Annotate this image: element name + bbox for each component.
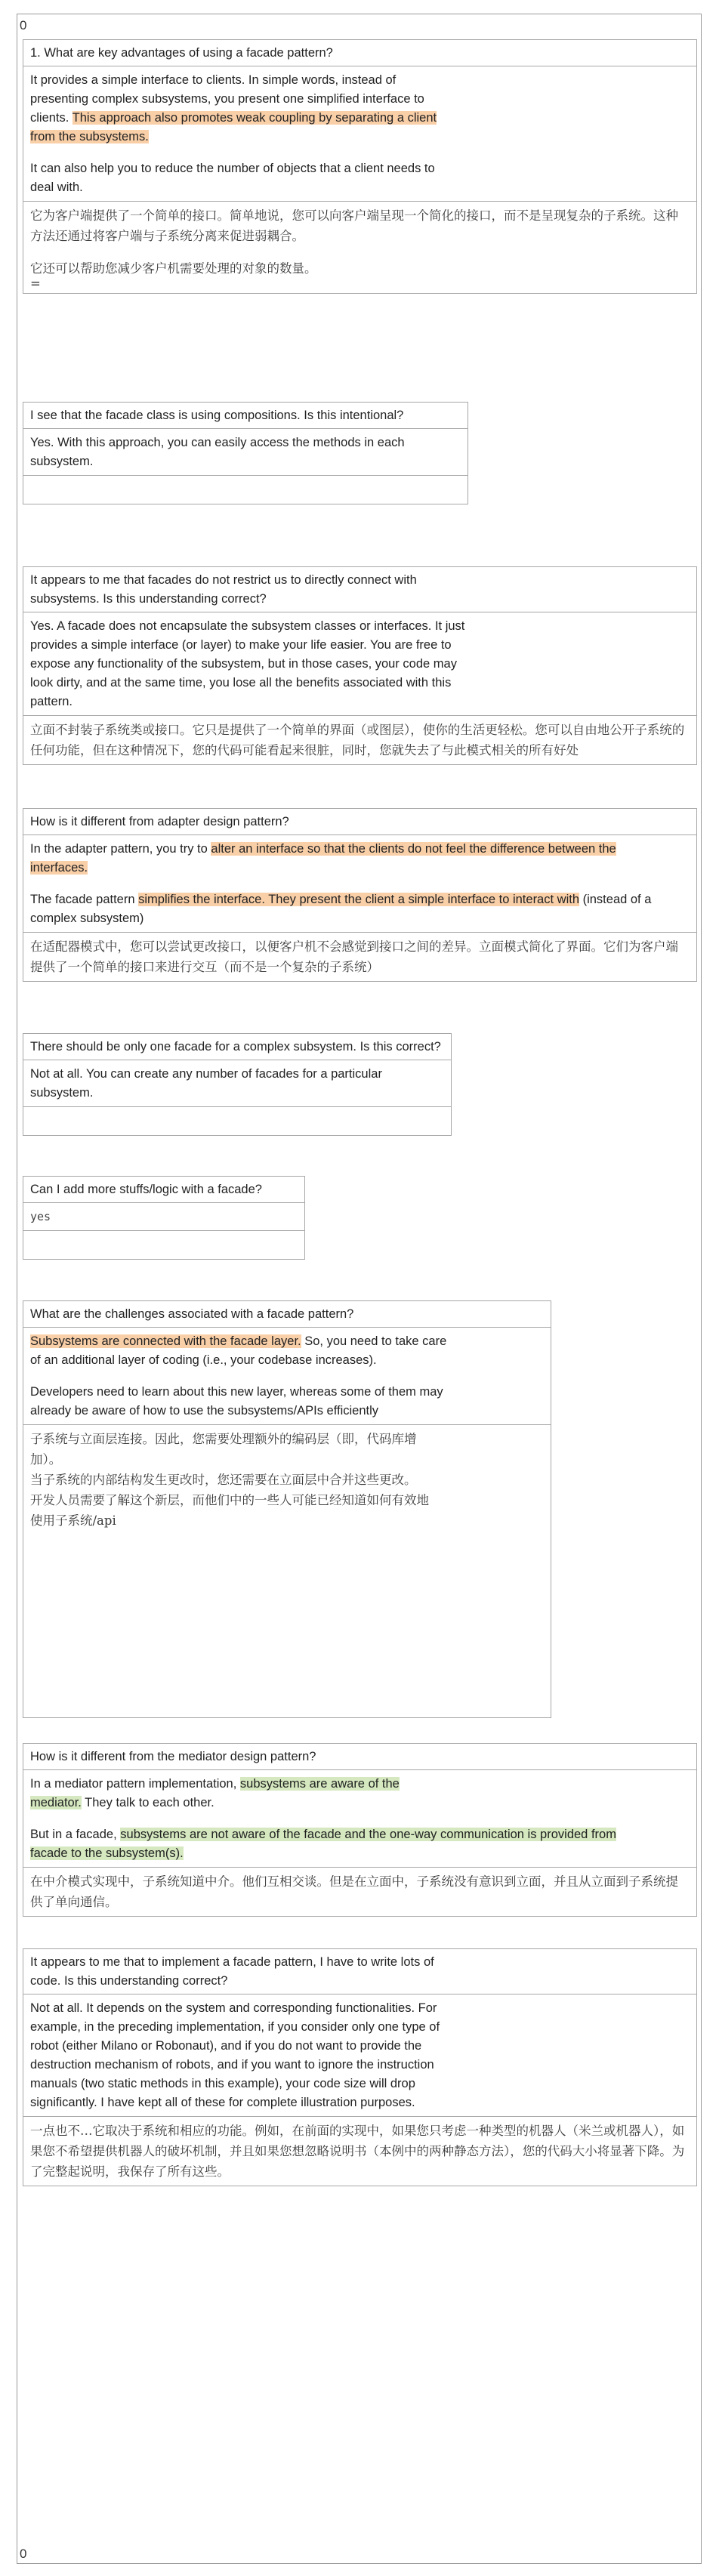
answer-plain: Developers need to learn about this new layer, whereas some of them may already be aware of how to use the subsystems/APIs efficiently (30, 1384, 443, 1418)
answer-highlight: Subsystems are connected with the facade layer. (30, 1334, 301, 1348)
answer-plain: They talk to each other. (85, 1796, 214, 1809)
qa-card-composition (23, 402, 468, 504)
answer-highlight: simplifies the interface. They present the client a simple interface to interact with (138, 892, 579, 906)
answer-text (23, 835, 696, 933)
answer-text (23, 66, 696, 202)
answer-highlight: This approach also promotes weak coupling by separating a client from the subsystems. (30, 111, 437, 143)
answer-text: yes (23, 1203, 304, 1231)
question-text: It appears to me that to implement a facade pattern, I have to write lots of code. Is this understanding correct? (23, 1949, 696, 1994)
qa-card-lots-of-code (23, 1948, 697, 2186)
qa-card-only-one-facade (23, 1033, 452, 1136)
answer-plain: It provides a simple interface to clients. In simple words, instead of presenting complex subsystems, you present one simplified interface to clients. (30, 73, 424, 125)
answer-highlight: subsystems are aware of the mediator. (30, 1777, 400, 1809)
question-text: There should be only one facade for a complex subsystem. Is this correct? (23, 1034, 451, 1060)
question-text: 1. What are key advantages of using a facade pattern? (23, 40, 696, 66)
qa-card-direct-connect (23, 566, 697, 765)
answer-highlight: alter an interface so that the clients do not feel the difference between the interfaces. (30, 842, 616, 875)
answer-text: Yes. With this approach, you can easily access the methods in each subsystem. (23, 429, 468, 476)
answer-plain: But in a facade, (30, 1827, 117, 1841)
page-number-top: 0 (20, 18, 27, 32)
question-text: How is it different from the mediator design pattern? (23, 1744, 696, 1770)
answer-text: Yes. A facade does not encapsulate the subsystem classes or interfaces. It just provides a simple interface (or layer) to make your life easier. You are free to expose any functionality of the subsystem, but in those cases, your code may look dirty, and at the same time, you lose all the benefits associated with this pattern. (23, 612, 696, 716)
translation-text: 在适配器模式中，您可以尝试更改接口，以便客户机不会感觉到接口之间的差异。立面模式简化了界面。它们为客户端提供了一个简单的接口来进行交互（而不是一个复杂的子系统） (30, 939, 678, 974)
translation-text (23, 202, 696, 294)
answer-plain: It can also help you to reduce the number of objects that a client needs to deal with. (30, 161, 435, 194)
page-number-bottom: 0 (20, 2547, 27, 2561)
translation-line: 它为客户端提供了一个简单的接口。简单地说，您可以向客户端呈现一个简化的接口，而不是呈现复杂的子系统。这种方法还通过将客户端与子系统分离来促进弱耦合。 (30, 208, 678, 243)
translation-text (23, 1425, 551, 1535)
question-text: How is it different from adapter design pattern? (23, 809, 696, 835)
translation-line: 当子系统的内部结构发生更改时，您还需要在立面层中合并这些更改。 (30, 1472, 417, 1487)
translation-empty (23, 476, 468, 504)
translation-text: 在中介模式实现中，子系统知道中介。他们互相交谈。但是在立面中，子系统没有意识到立面，并且从立面到子系统提供了单向通信。 (30, 1874, 678, 1909)
question-text: What are the challenges associated with a facade pattern? (23, 1301, 551, 1328)
qa-card-vs-adapter (23, 808, 697, 982)
answer-plain: (instead of a complex subsystem) (30, 892, 652, 925)
qa-card-vs-mediator (23, 1743, 697, 1917)
answer-text: Not at all. It depends on the system and corresponding functionalities. For example, in the preceding implementation, if you consider only one type of robot (either Milano or Robonaut), and if you do not want to provide the destruction mechanism of robots, and if you want to ignore the instruction manuals (two static methods in this example), your code size will drop significantly. I have kept all of these for complete illustration purposes. (23, 1994, 696, 2117)
answer-plain: So, you need to take care of an additional layer of coding (i.e., your codebase increases). (30, 1334, 447, 1367)
translation-text: 一点也不…它取决于系统和相应的功能。例如，在前面的实现中，如果您只考虑一种类型的机器人（米兰或机器人），如果您不希望提供机器人的破坏机制，并且如果您想忽略说明书（本例中的两种静态方法），您的代码大小将显著下降。为了完整起说明，我保存了所有这些。 (30, 2124, 685, 2179)
answer-text (23, 1328, 551, 1425)
question-text: Can I add more stuffs/logic with a facade? (23, 1177, 304, 1203)
translation-text: 立面不封装子系统类或接口。它只是提供了一个简单的界面（或图层），使你的生活更轻松。您可以自由地公开子系统的任何功能，但在这种情况下，您的代码可能看起来很脏，同时，您就失去了与此模式相关的所有好处 (30, 723, 685, 757)
answer-plain: The facade pattern (30, 892, 135, 906)
translation-line: 开发人员需要了解这个新层，而他们中的一些人可能已经知道如何有效地使用子系统/api (30, 1492, 429, 1528)
translation-line: 子系统与立面层连接。因此，您需要处理额外的编码层（即，代码库增加）。 (30, 1431, 417, 1467)
qa-card-challenges (23, 1300, 551, 1718)
translation-line: 它还可以帮助您减少客户机需要处理的对象的数量。 (30, 261, 317, 276)
qa-card-advantages (23, 39, 697, 294)
translation-empty (23, 1107, 451, 1135)
answer-plain: In a mediator pattern implementation, (30, 1777, 237, 1791)
translation-mark: = (30, 276, 41, 291)
answer-text: Not at all. You can create any number of facades for a particular subsystem. (23, 1060, 451, 1107)
answer-highlight: subsystems are not aware of the facade and the one-way communication is provided from facade to the subsystem(s). (30, 1827, 616, 1860)
translation-empty (23, 1231, 304, 1259)
answer-text (23, 1770, 696, 1868)
question-text: It appears to me that facades do not restrict us to directly connect with subsystems. Is this understanding correct? (23, 567, 696, 612)
qa-card-add-logic (23, 1176, 305, 1260)
answer-plain: In the adapter pattern, you try to (30, 842, 208, 856)
question-text: I see that the facade class is using compositions. Is this intentional? (23, 403, 468, 429)
